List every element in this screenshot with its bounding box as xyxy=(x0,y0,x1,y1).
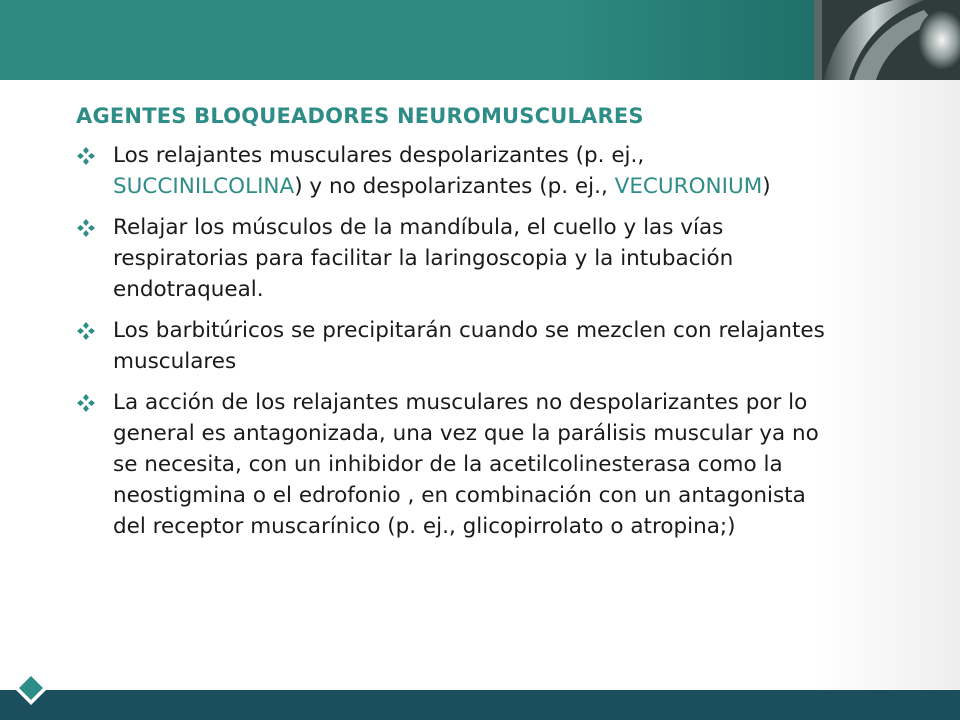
bullet-text: La acción de los relajantes musculares no despolarizantes por lo general es antagonizada, una vez que la parálisis muscular ya no se necesita, con un inhibidor de la acetilcolinesterasa como la neostigmina o el edrofonio , en combinación con un antagonista del receptor muscarínico (p. ej., glicopirrolato o atropina;) xyxy=(113,390,819,539)
bullet-item-1 xyxy=(76,140,836,202)
decorative-metal-graphic xyxy=(814,0,960,80)
header-bar xyxy=(0,0,960,80)
four-diamond-bullet-icon xyxy=(76,218,96,238)
diamond-logo-icon xyxy=(13,670,49,706)
bullet-text: Los barbitúricos se precipitarán cuando se mezclen con relajantes musculares xyxy=(113,318,825,374)
four-diamond-bullet-icon xyxy=(76,146,96,166)
bullet-item-3 xyxy=(76,315,836,377)
drug-name-vecuronium: VECURONIUM xyxy=(614,174,763,199)
bullet-text: Relajar los músculos de la mandíbula, el cuello y las vías respiratorias para facilitar la laringoscopia y la intubación endotraqueal. xyxy=(113,215,734,302)
bullet-item-4 xyxy=(76,387,836,542)
header-gradient xyxy=(560,0,820,80)
slide-title: AGENTES BLOQUEADORES NEUROMUSCULARES xyxy=(76,104,644,128)
footer-bar xyxy=(0,690,960,720)
slide-content xyxy=(76,100,836,552)
four-diamond-bullet-icon xyxy=(76,393,96,413)
drug-name-succinilcolina: SUCCINILCOLINA xyxy=(113,174,295,199)
bullet-item-2 xyxy=(76,212,836,305)
bullet-text: Los relajantes musculares despolarizantes (p. ej., SUCCINILCOLINA) y no despolarizantes (p. ej., VECURONIUM) xyxy=(113,143,771,199)
four-diamond-bullet-icon xyxy=(76,321,96,341)
